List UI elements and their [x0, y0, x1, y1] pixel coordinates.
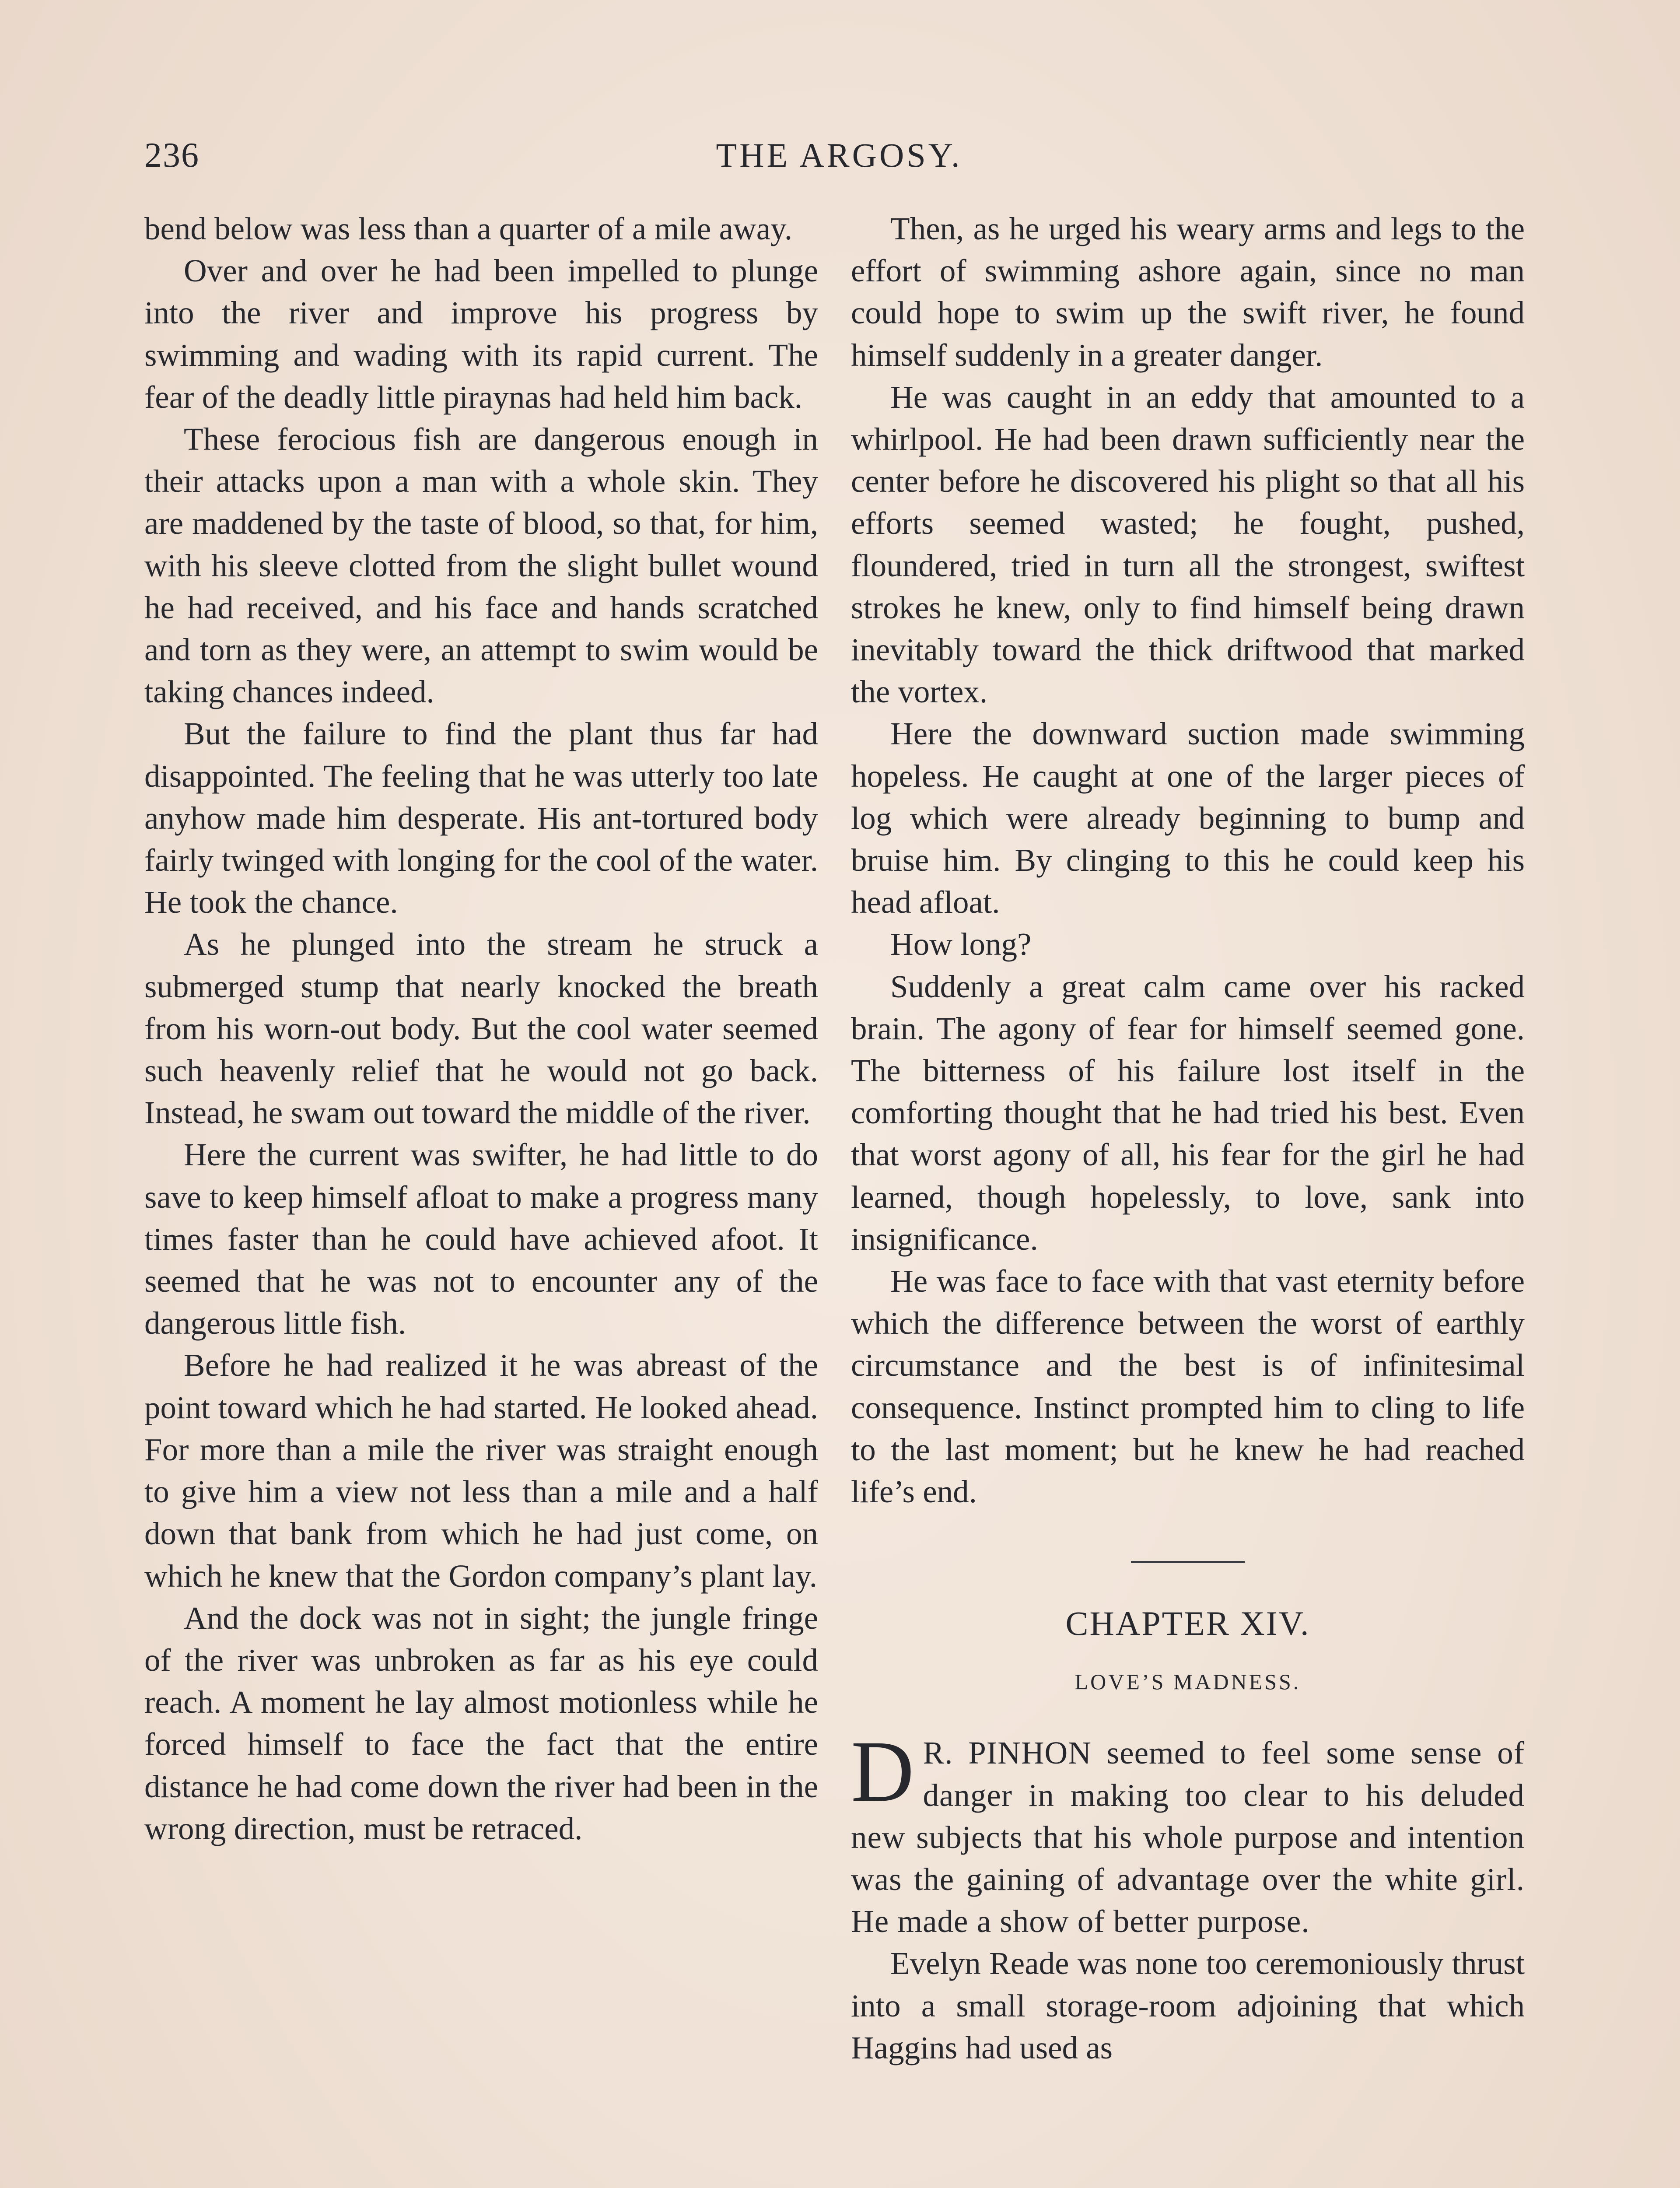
page-header: [144, 136, 1534, 179]
paragraph: Here the current was swifter, he had little to do save to keep himself afloat to make a progress many times faster than he could have achieved afoot. It seemed that he was not to encounter any of the dangerous little fish.: [144, 1137, 818, 1341]
chapter-subtitle: LOVE’S MADNESS.: [1074, 1669, 1301, 1694]
paragraph: And the dock was not in sight; the jungle fringe of the river was unbroken as far as his eye could reach. A moment he lay almost motionless while he forced himself to face the fact that the entire distance he had come down the river had been in the wrong direction, must be retraced.: [144, 1600, 818, 1846]
right-column: [851, 208, 1525, 2069]
paragraph: bend below was less than a quarter of a mile away.: [144, 211, 793, 246]
running-title: THE ARGOSY.: [716, 136, 962, 174]
paragraph: As he plunged into the stream he struck a submerged stump that nearly knocked the breath from his worn-out body. But the cool water seemed such heavenly relief that he would not go back. Instead, he swam out toward the middle of the river.: [144, 926, 818, 1131]
paragraph: He was caught in an eddy that amounted to a whirlpool. He had been drawn sufficiently near the center before he discovered his plight so that all his efforts seemed wasted; he fought, pushed, floundered, tried in turn all the strongest, swiftest strokes he knew, only to find himself being drawn inevitably toward the thick driftwood that marked the vortex.: [851, 379, 1525, 710]
section-divider: [1131, 1561, 1245, 1563]
paragraph: Over and over he had been impelled to plunge into the river and improve his progress by swimming and wading with its rapid current. The fear of the deadly little piraynas had held him back.: [144, 253, 818, 415]
magazine-page: [144, 109, 1534, 2188]
paragraph: He was face to face with that vast eternity before which the difference between the worst of earthly circumstance and the best is of infinitesimal consequence. Instinct prompted him to cling to life to the last moment; but he knew he had reached life’s end.: [851, 1263, 1525, 1510]
page-number: 236: [144, 136, 200, 175]
paragraph: But the failure to find the plant thus far had disappointed. The feeling that he was utterly too late anyhow made him desperate. His ant-tortured body fairly twinged with longing for the cool of the water. He took the chance.: [144, 716, 818, 920]
chapter-title: CHAPTER XIV.: [1065, 1604, 1310, 1643]
paragraph: How long?: [890, 926, 1032, 962]
left-column: [144, 208, 818, 1850]
paragraph: Here the downward suction made swimming hopeless. He caught at one of the larger pieces of log which were already beginning to bump and bruise him. By clinging to this he could keep his head afloat.: [851, 716, 1525, 920]
drop-cap: D: [851, 1723, 914, 1820]
chapter-lead-paragraph: [851, 1723, 1525, 1943]
paragraph: These ferocious fish are dangerous enough in their attacks upon a man with a whole skin. They are maddened by the taste of blood, so that, for him, with his sleeve clotted from the slight bullet wound he had received, and his face and hands scratched and torn as they were, an attempt to swim would be taking chances indeed.: [144, 421, 818, 710]
paragraph: Then, as he urged his weary arms and legs to the effort of swimming ashore again, since no man could hope to swim up the swift river, he found himself suddenly in a greater danger.: [851, 211, 1525, 373]
paragraph: Suddenly a great calm came over his racked brain. The agony of fear for himself seemed gone. The bitterness of his failure lost itself in the comforting thought that he had tried his best. Even that worst agony of all, his fear for the girl he had learned, though hopelessly, to love, sank into insignificance.: [851, 968, 1525, 1257]
lead-text: R. PINHON seemed to feel some sense of danger in making too clear to his deluded new subjects that his whole purpose and intention was the gaining of advantage over the white girl. He made a show of better purpose.: [851, 1735, 1525, 1939]
paragraph: Before he had realized it he was abreast of the point toward which he had started. He looked ahead. For more than a mile the river was straight enough to give him a view not less than a mile and a half down that bank from which he had just come, on which he knew that the Gordon company’s plant lay.: [144, 1347, 818, 1594]
paragraph: Evelyn Reade was none too ceremoniously thrust into a small storage-room adjoining that which Haggins had used as: [851, 1946, 1525, 2065]
